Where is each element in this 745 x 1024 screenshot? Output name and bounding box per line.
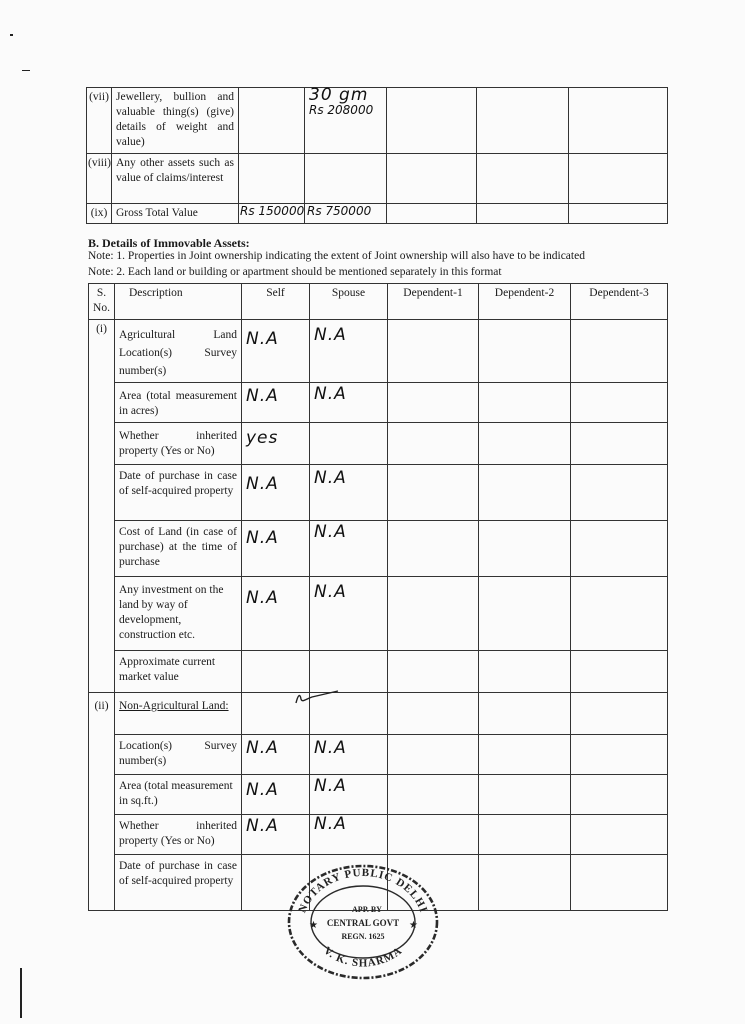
dependent2-value (479, 320, 571, 383)
row-description: Location(s) Survey number(s) (115, 735, 242, 775)
movable-assets-table (86, 87, 668, 224)
dependent3-value (569, 88, 668, 154)
row-description: Date of purchase in case of self-acquired property (115, 855, 242, 911)
dependent3-value (569, 154, 668, 204)
dependent2-value (477, 204, 569, 224)
spouse-value (310, 465, 388, 521)
stamp-line-3: REGN. 1625 (341, 932, 385, 941)
self-value (239, 154, 305, 204)
handwritten-entry: N.A (246, 780, 279, 800)
handwritten-entry: N.A (314, 582, 347, 602)
spouse-value (310, 815, 388, 855)
spouse-value (310, 521, 388, 577)
handwritten-entry: N.A (314, 468, 347, 488)
handwritten-entry: Rs 208000 (309, 103, 374, 117)
stamp-star-icon: ★ (309, 920, 318, 931)
dependent1-value (388, 693, 479, 735)
header-dependent-1: Dependent-1 (388, 284, 479, 320)
dependent1-value (388, 320, 479, 383)
dependent1-value (388, 735, 479, 775)
notary-stamp (283, 856, 441, 982)
table-row (89, 775, 668, 815)
dependent1-value (388, 465, 479, 521)
dependent2-value (479, 521, 571, 577)
stamp-top-text: NOTARY PUBLIC DELHI (296, 866, 430, 915)
dependent3-value (571, 855, 668, 911)
self-value (242, 423, 310, 465)
table-row (89, 577, 668, 651)
dependent2-value (479, 423, 571, 465)
handwritten-entry: N.A (246, 816, 279, 836)
row-description: Jewellery, bullion and valuable thing(s) (give) details of weight and value) (112, 88, 239, 154)
row-description: Agricultural Land Location(s) Survey number(s) (115, 320, 242, 383)
header-dependent-2: Dependent-2 (479, 284, 571, 320)
self-value (239, 204, 305, 224)
self-value (242, 465, 310, 521)
row-description: Area (total measurement in sq.ft.) (115, 775, 242, 815)
row-description: Any investment on the land by way of development, construction etc. (115, 577, 242, 651)
dependent2-value (479, 855, 571, 911)
dependent2-value (479, 465, 571, 521)
header-self: Self (242, 284, 310, 320)
dependent1-value (388, 775, 479, 815)
self-value (239, 88, 305, 154)
immovable-assets-table (88, 283, 668, 911)
dependent2-value (479, 693, 571, 735)
dependent2-value (477, 154, 569, 204)
dependent2-value (479, 383, 571, 423)
self-value (242, 775, 310, 815)
handwritten-entry: N.A (314, 325, 347, 345)
movable-row-jewellery (87, 88, 668, 154)
dependent3-value (571, 775, 668, 815)
dependent1-value (387, 154, 477, 204)
dependent1-value (388, 383, 479, 423)
dependent1-value (388, 521, 479, 577)
table-row (89, 320, 668, 383)
row-description: Approximate current market value (115, 651, 242, 693)
spouse-value (310, 775, 388, 815)
spouse-value (310, 423, 388, 465)
handwritten-entry: N.A (246, 474, 279, 494)
header-sno: S. No. (89, 284, 115, 320)
row-description: Cost of Land (in case of purchase) at the time of purchase (115, 521, 242, 577)
serial-number: (viii) (87, 154, 112, 204)
header-dependent-3: Dependent-3 (571, 284, 668, 320)
table-row (89, 815, 668, 855)
movable-row-other-assets (87, 154, 668, 204)
row-description (115, 693, 242, 735)
handwritten-entry: N.A (314, 814, 347, 834)
handwritten-entry: N.A (246, 329, 279, 349)
serial-number: (ix) (87, 204, 112, 224)
table-row (89, 693, 668, 735)
handwritten-entry: Rs 750000 (307, 204, 372, 218)
stamp-line-2: CENTRAL GOVT (326, 918, 400, 928)
header-description: Description (115, 284, 242, 320)
handwritten-entry: Rs 150000 (240, 204, 305, 218)
note-1: Note: 1. Properties in Joint ownership indicating the extent of Joint ownership will also have to be indicated (88, 250, 585, 262)
dependent2-value (477, 88, 569, 154)
serial-number: (ii) (89, 693, 115, 911)
header-row (89, 284, 668, 320)
row-description: Any other assets such as value of claims/interest (112, 154, 239, 204)
dependent3-value (571, 815, 668, 855)
dependent3-value (571, 521, 668, 577)
self-value (242, 383, 310, 423)
dependent3-value (569, 204, 668, 224)
scan-speck (10, 34, 13, 36)
svg-text:V. K. SHARMA (321, 945, 405, 970)
dependent1-value (388, 651, 479, 693)
self-value (242, 320, 310, 383)
section-heading: B. Details of Immovable Assets: (88, 236, 250, 250)
pen-stroke-mark (292, 689, 342, 709)
handwritten-entry: N.A (314, 776, 347, 796)
table-row (89, 465, 668, 521)
handwritten-entry: N.A (246, 528, 279, 548)
row-description: Gross Total Value (112, 204, 239, 224)
scan-speck (22, 70, 30, 71)
dependent2-value (479, 577, 571, 651)
scan-margin-line (20, 968, 22, 1018)
spouse-value (305, 204, 387, 224)
handwritten-entry: N.A (246, 588, 279, 608)
dependent3-value (571, 465, 668, 521)
dependent1-value (388, 815, 479, 855)
row-description: Whether inherited property (Yes or No) (115, 815, 242, 855)
table-row (89, 521, 668, 577)
row-description: Date of purchase in case of self-acquired property (115, 465, 242, 521)
self-value (242, 651, 310, 693)
dependent3-value (571, 383, 668, 423)
dependent3-value (571, 320, 668, 383)
handwritten-entry: N.A (314, 738, 347, 758)
table-row (89, 423, 668, 465)
header-spouse: Spouse (310, 284, 388, 320)
non-agricultural-land-label: Non-Agricultural Land: (119, 700, 229, 712)
dependent2-value (479, 815, 571, 855)
handwritten-entry: yes (246, 428, 279, 448)
handwritten-entry: N.A (246, 386, 279, 406)
stamp-star-icon: ★ (409, 920, 418, 931)
serial-number: (vii) (87, 88, 112, 154)
dependent1-value (387, 88, 477, 154)
self-value (242, 815, 310, 855)
handwritten-entry: N.A (246, 738, 279, 758)
movable-row-gross-total (87, 204, 668, 224)
spouse-value (305, 154, 387, 204)
self-value (242, 577, 310, 651)
dependent3-value (571, 423, 668, 465)
dependent1-value (388, 577, 479, 651)
dependent2-value (479, 775, 571, 815)
row-description: Whether inherited property (Yes or No) (115, 423, 242, 465)
handwritten-entry: N.A (314, 384, 347, 404)
table-row (89, 735, 668, 775)
spouse-value (310, 735, 388, 775)
self-value (242, 693, 310, 735)
dependent2-value (479, 735, 571, 775)
handwritten-entry: N.A (314, 522, 347, 542)
dependent3-value (571, 651, 668, 693)
table-row (89, 651, 668, 693)
dependent3-value (571, 693, 668, 735)
dependent3-value (571, 735, 668, 775)
spouse-value (310, 651, 388, 693)
stamp-line-1: APP. BY (352, 905, 382, 914)
dependent1-value (388, 423, 479, 465)
note-2: Note: 2. Each land or building or apartment should be mentioned separately in this format (88, 266, 502, 278)
table-row (89, 383, 668, 423)
serial-number: (i) (89, 320, 115, 693)
dependent2-value (479, 651, 571, 693)
spouse-value (310, 320, 388, 383)
dependent3-value (571, 577, 668, 651)
handwritten-entry: 30 gm (309, 85, 369, 105)
stamp-bottom-text: V. K. SHARMA (321, 944, 405, 970)
row-description: Area (total measurement in acres) (115, 383, 242, 423)
spouse-value (305, 85, 387, 154)
self-value (242, 521, 310, 577)
spouse-value (310, 577, 388, 651)
dependent1-value (387, 204, 477, 224)
spouse-value (310, 383, 388, 423)
self-value (242, 735, 310, 775)
